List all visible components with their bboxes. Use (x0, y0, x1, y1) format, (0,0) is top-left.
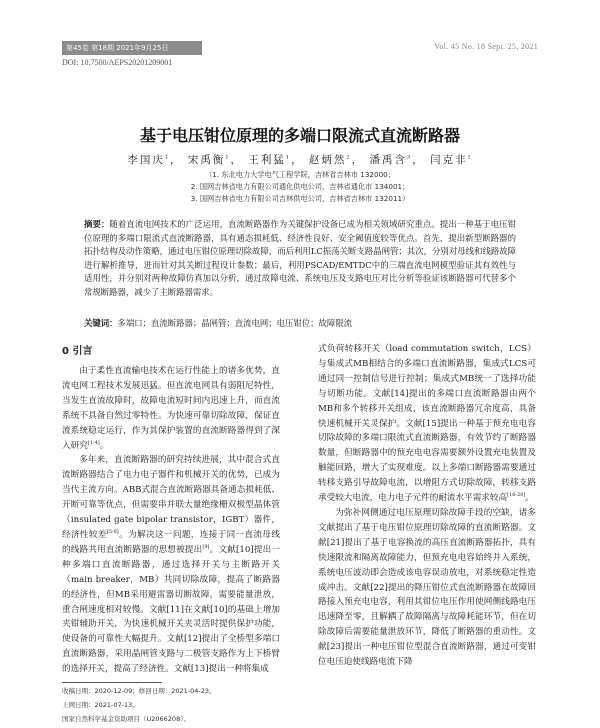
paragraph-continued: 。文献[10]提出一种多端口直流断路器，通过选择开关与主断路开关（main breaker，MB）共同切除故障，提高了断路器的经济性，但MB采用避雷器切断故障，需要能量泄放，重合闸速度相对较慢。文献[11]在文献[10]的基础上增加夹钳辅助开关，为快速机械开关夹灵活时提供保护功能，使设备的可靠性大幅提升。文献[12]提出了全桥型多端口直流断路器，采用晶闸管支路与二极管支路作为上下桥臂的选择开关，提高了经济性。文献[13]提出一种将集成 (62, 544, 280, 675)
author: 潘禹含$^3$ (369, 154, 413, 166)
paragraph: 由于柔性直流输电技术在运行性能上的诸多优势，直流电网工程技术发展迅猛。但直流电网具有弱阻尼特性，当发生直流故障时，故障电流短时间内迅速上升，而直流系统不具备自然过零特性。为快速可靠切除故障，保证直流系统稳定运行，作为其保护装置的直流断路器得到了深入研究[1-4]。 (62, 366, 280, 451)
footnote-divider (62, 682, 162, 683)
author-list: 李国庆$^1$， 宋禹衡$^1$， 王利猛$^1$， 赵炳然$^2$， 潘禹含$^3$， 闫克非$^1$ (127, 154, 473, 166)
abstract (84, 218, 516, 300)
right-column (318, 342, 536, 670)
paragraph-continued-right: 式负荷转移开关（load commutation switch，LCS）与集成式MB相结合的多端口直流断路器，集成式LCS可通过同一控制信号进行控制；集成式MB统一了选择功能与切断功能。文献[14]提出的多端口直流断路器由两个MB和多个转移开关组成，该直流断路器冗余度高，具备快速机械开关灵保护。文献[15]提出一种基于预充电电容切除故障的多端口限流式直流断路器，有效节约了断路器数量，但断路器中的预充电电容需要额外设置充电装置及触能回路，增大了实现难度。以上多端口断路器需要通过转移支路引导故障电流，以增阻方式切除故障，转移支路承受较大电流，电力电子元件的耐流水平需求较高[16-20]。 (318, 344, 536, 504)
section-heading: 0 引言 (62, 346, 93, 357)
abstract-text: 随着直流电网技术的广泛运用，直流断路器作为关键保护设备已成为相关领域研究重点。提出一种基于电压钳位原理的多端口限流式直流断路器，具有通态损耗低、经济性良好、安全阈值度较等优点。首先，提出新型断路器的拓扑结构及动作策略，通过电压钳位原理切除故障，而后利用LC振荡关断支路晶闸管；其次，分别对母线和线路故障进行解析推导，进而针对其关断过程设计参数；最后，利用PSCAD/EMTDC中的三端直流电网模型验证其有效性与适用性，并分别对两种故障仿真加以分析，通过故障电流、系统电压及支路电压对比分析等验证该断路器可代替多个常规断路器，减少了主断路器需求。 (84, 219, 517, 297)
keywords-text: 多端口；直流断路器；晶闸管；直流电网；电压钳位；故障限流 (117, 318, 352, 328)
paragraph: 为弥补网侧通过电压原理切除故障手段的空缺，诸多文献提出了基于电压钳位原理切除故障的直流断路器。文献[21]提出了基于电容换流的高压直流断路器拓扑，具有快速限流和隔离故障能力，但预充电电容始终并入系统，系统电压波动即会造成该电容误动放电，对系统稳定性造成冲击。文献[22]提出的降压钳位式直流断路器在故障回路接入预充电电容，利用其钳位电压作用使网侧线路电压迅速降至零，且解耦了故障隔离与故障耗能环节，但在切除故障后需要能量泄放环节，降低了断路器的重动性。文献[23]提出一种电压钳位型混合直流断路器，通过可变钳位电压迫使线路电流下降 (318, 507, 536, 668)
footnote-received: 收稿日期：2020-12-09；修回日期：2021-04-23。 (62, 687, 216, 695)
journal-issue-header: 第45卷 第18期 2021年9月25日 (62, 41, 202, 55)
left-column (62, 342, 280, 677)
affiliation: 2. 国网吉林省电力有限公司通化供电公司，吉林省通化市 134001； (190, 182, 410, 191)
footnote-fund: 国家自然科学基金资助项目（U2066208）。 (62, 715, 190, 723)
paragraph: 多年来，直流断路器的研究持续进展，其中混合式直流断路器结合了电力电子器件和机械开关的优势，已成为当代主流方向。ABB式混合直流断路器具备通态损耗低、开断可靠等优点，但需要串并联大量绝缘栅双极型晶体管（insulated gate bipolar transistor，IGBT）器件，经济性较差[5-8]。为解决这一问题，连接于同一直流母线的线路共用直流断路器的思想被提出[9]。文献[10]提出一种多端口直流断路器，通过选择开关与主断路开关（main breaker，MB）共同切除故障，提高了断路器的经济性，但MB采用避雷器切断故障，需要能量泄放，重合闸速度相对较慢。文献[11]在文献[10]的基础上增加夹钳辅助开关，为快速机械开关夹灵活时提供保护功能，使设备的可靠性大幅提升。文献[12]提出了全桥型多端口直流断路器，采用晶闸管支路与二极管支路作为上下桥臂的选择开关，提高了经济性。文献[13]提出一种将集成 (62, 455, 280, 675)
author: 宋禹衡$^1$ (187, 154, 231, 166)
author: 闫克非$^1$ (429, 154, 473, 166)
doi: DOI: 10.7500/AEPS20201209001 (62, 58, 173, 67)
author: 赵炳然$^2$ (308, 154, 352, 166)
author: 李国庆$^1$ (127, 154, 171, 166)
keywords-label: 关键词： (84, 318, 118, 328)
paper-title: 基于电压钳位原理的多端口限流式直流断路器 (139, 126, 460, 145)
abstract-label: 摘要： (84, 219, 110, 229)
affiliation: （1. 东北电力大学电气工程学院，吉林省吉林市 132000； (205, 170, 395, 179)
keywords (84, 317, 516, 330)
author: 王利猛$^1$ (248, 154, 292, 166)
footnote-online: 上网日期：2021-07-13。 (62, 701, 139, 709)
affiliation: 3. 国网吉林省电力有限公司吉林供电公司，吉林省吉林市 132011） (190, 194, 410, 203)
journal-volume-header: Vol. 45 No. 18 Sept. 25, 2021 (434, 42, 538, 51)
